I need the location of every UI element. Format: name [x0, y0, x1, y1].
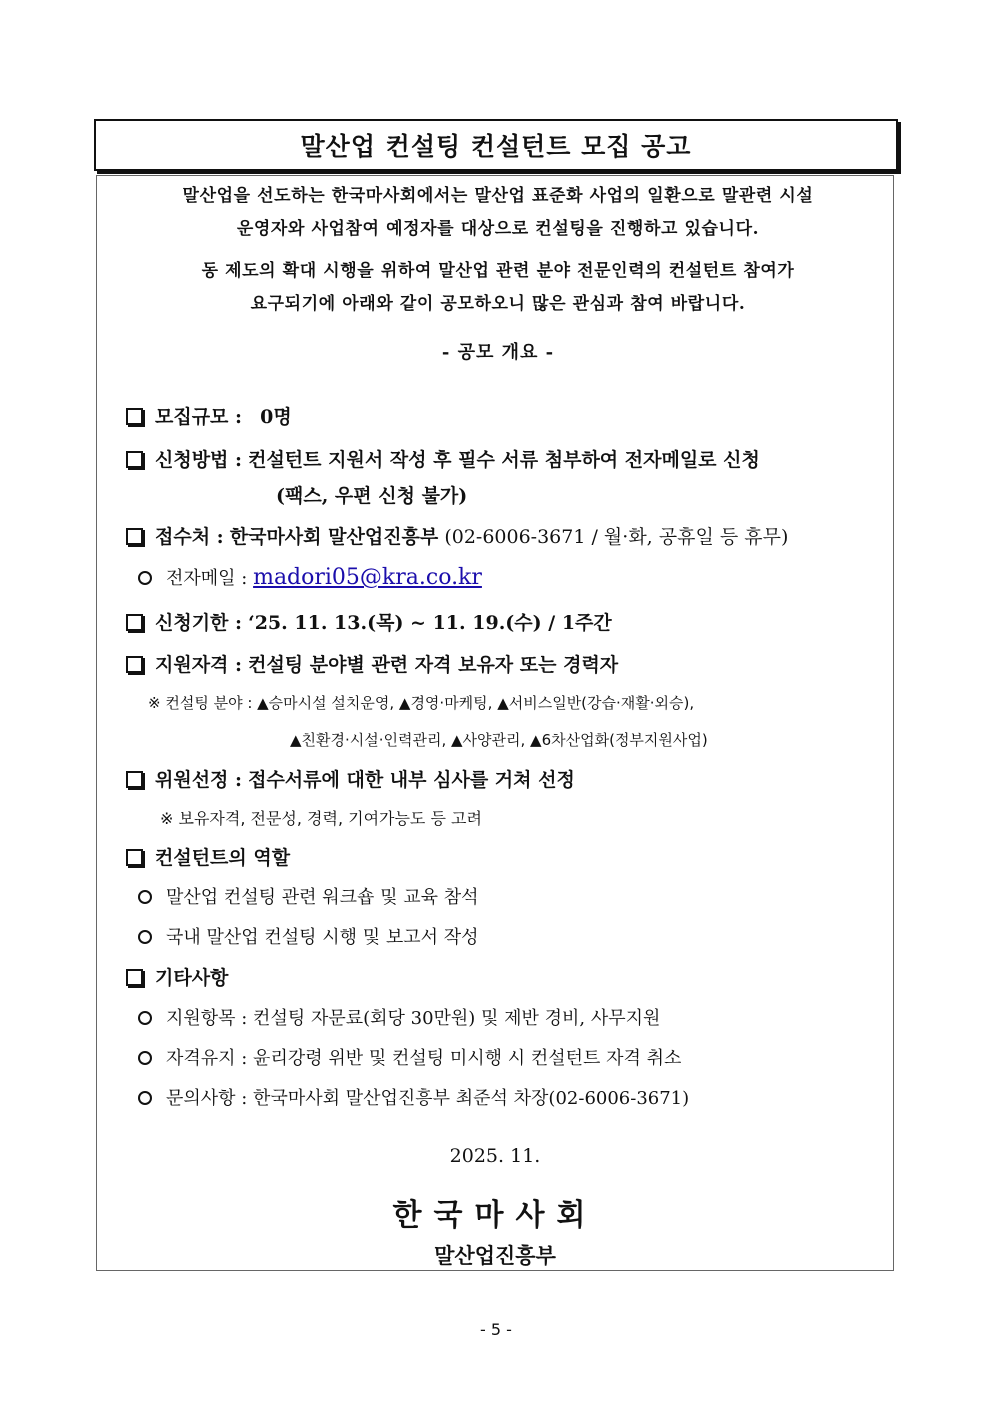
page-number: - 5 -: [480, 1320, 512, 1339]
square-bullet-icon: [126, 849, 143, 866]
qualification-note: ▲친환경·시설·인력관리, ▲사양관리, ▲6차산업화(정부지원사업): [290, 731, 708, 749]
section-deadline: [126, 608, 612, 635]
square-bullet-icon: [126, 614, 143, 631]
section-label: 컨설턴트의 역할: [155, 847, 291, 869]
email-link[interactable]: madori05@kra.co.kr: [253, 565, 482, 590]
etc-item-text: 지원항목 : 컨설팅 자문료(회당 30만원) 및 제반 경비, 사무지원: [166, 1008, 661, 1029]
etc-item-text: 문의사항 : 한국마사회 말산업진흥부 최준석 차장(02-6006-3671): [166, 1088, 690, 1109]
section-etc: [126, 963, 228, 990]
role-item-text: 말산업 컨설팅 관련 워크숍 및 교육 참석: [166, 887, 479, 908]
qualification-note: ※ 컨설팅 분야 : ▲승마시설 설치운영, ▲경영·마케팅, ▲서비스일반(강습·재활·외승),: [148, 694, 695, 712]
role-item: [138, 883, 479, 909]
role-item: [138, 923, 479, 949]
department-name: 말산업진흥부: [434, 1243, 556, 1268]
circle-bullet-icon: [138, 1051, 152, 1065]
circle-bullet-icon: [138, 1011, 152, 1025]
etc-item: [138, 1084, 689, 1110]
square-bullet-icon: [126, 408, 143, 425]
circle-bullet-icon: [138, 1091, 152, 1105]
etc-item: [138, 1004, 660, 1030]
reception-email-row: [138, 564, 482, 590]
section-value: 한국마사회 말산업진흥부: [229, 526, 439, 548]
square-bullet-icon: [126, 451, 143, 468]
section-label: 접수처 :: [155, 526, 224, 548]
intro-line: 말산업을 선도하는 한국마사회에서는 말산업 표준화 사업의 일환으로 말관련 시설: [182, 186, 814, 206]
role-item-text: 국내 말산업 컨설팅 시행 및 보고서 작성: [166, 927, 479, 948]
organization-name: 한국마사회: [392, 1198, 598, 1233]
section-value-extra: (02-6006-3671 / 월·화, 공휴일 등 휴무): [444, 526, 789, 548]
section-reception: [126, 522, 788, 549]
circle-bullet-icon: [138, 930, 152, 944]
intro-line: 운영자와 사업참여 예정자를 대상으로 컨설팅을 진행하고 있습니다.: [236, 219, 760, 239]
selection-note: ※ 보유자격, 전문성, 경력, 기여가능도 등 고려: [160, 809, 482, 828]
section-value: ‘25. 11. 13.(목) ~ 11. 19.(수) / 1주간: [248, 612, 612, 634]
square-bullet-icon: [126, 656, 143, 673]
section-value: 0명: [260, 406, 292, 428]
section-value: 컨설팅 분야별 관련 자격 보유자 또는 경력자: [248, 654, 619, 676]
notice-date: 2025. 11.: [449, 1145, 541, 1167]
section-value: 컨설턴트 지원서 작성 후 필수 서류 첨부하여 전자메일로 신청: [248, 449, 760, 471]
circle-bullet-icon: [138, 571, 152, 585]
overview-heading: - 공모 개요 -: [441, 342, 555, 363]
section-label: 지원자격 :: [155, 654, 243, 676]
square-bullet-icon: [126, 528, 143, 545]
intro-line: 요구되기에 아래와 같이 공모하오니 많은 관심과 참여 바랍니다.: [250, 294, 746, 314]
section-label: 기타사항: [155, 967, 229, 989]
notice-title: 말산업 컨설팅 컨설턴트 모집 공고: [300, 132, 692, 161]
etc-item: [138, 1044, 681, 1070]
section-value: 접수서류에 대한 내부 심사를 거쳐 선정: [248, 769, 575, 791]
intro-line: 동 제도의 확대 시행을 위하여 말산업 관련 분야 전문인력의 컨설턴트 참여가: [201, 261, 795, 281]
section-method: [126, 445, 760, 472]
circle-bullet-icon: [138, 890, 152, 904]
square-bullet-icon: [126, 771, 143, 788]
section-label: 위원선정 :: [155, 769, 243, 791]
section-label: 모집규모 :: [155, 406, 243, 428]
intro-paragraph: [110, 180, 886, 321]
section-method-note: (팩스, 우편 신청 불가): [276, 485, 468, 507]
section-selection: [126, 765, 575, 792]
section-recruit: [126, 402, 292, 429]
etc-item-text: 자격유지 : 윤리강령 위반 및 컨설팅 미시행 시 컨설턴트 자격 취소: [166, 1048, 682, 1069]
section-role: [126, 843, 290, 870]
section-qualification: [126, 650, 618, 677]
section-label: 신청기한 :: [155, 612, 243, 634]
section-label: 신청방법 :: [155, 449, 243, 471]
notice-title-box: [94, 119, 898, 171]
email-label: 전자메일 :: [166, 568, 248, 589]
square-bullet-icon: [126, 969, 143, 986]
